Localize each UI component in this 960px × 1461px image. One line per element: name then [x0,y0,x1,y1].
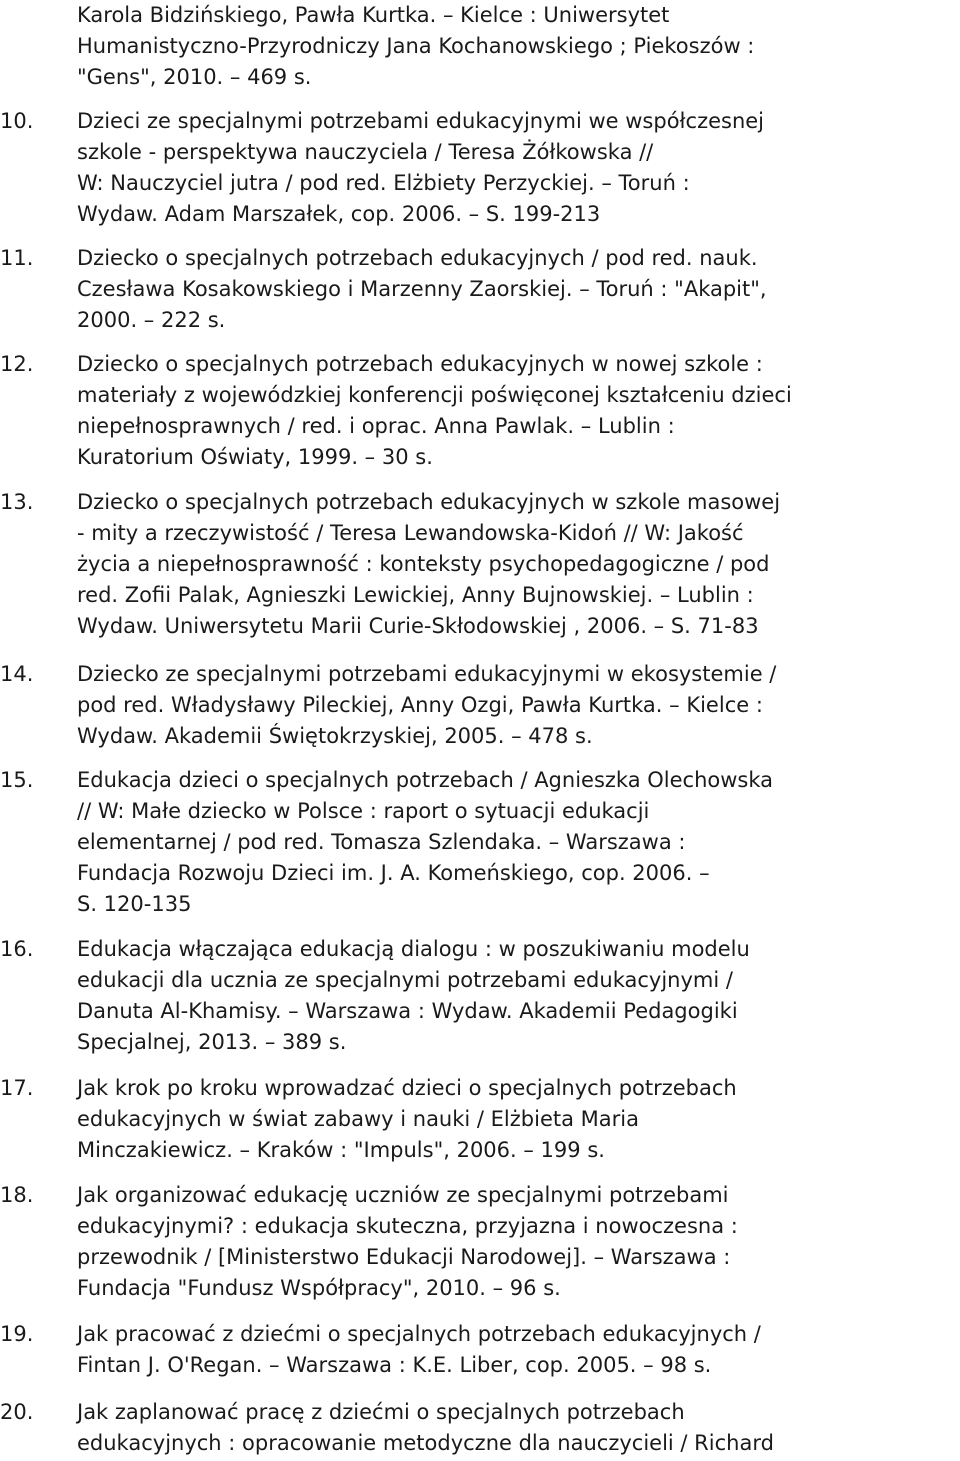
entry-text [77,1319,761,1381]
entry-text [77,243,767,336]
entry-number: 17. [0,1076,34,1100]
entry-line: niepełnosprawnych / red. i oprac. Anna Pawlak. – Lublin : [77,414,675,438]
entry-line: Jak krok po kroku wprowadzać dzieci o specjalnych potrzebach [77,1076,737,1100]
entry-line: - mity a rzeczywistość / Teresa Lewandowska-Kidoń // W: Jakość [77,521,744,545]
entry-text [77,1180,738,1304]
entry-line: Dziecko o specjalnych potrzebach edukacyjnych w nowej szkole : [77,352,763,376]
entry-line: Wydaw. Adam Marszałek, cop. 2006. – S. 199-213 [77,202,601,226]
entry-line: Dziecko o specjalnych potrzebach edukacyjnych / pod red. nauk. [77,246,758,270]
entry-number: 18. [0,1183,34,1207]
entry-line: pod red. Władysławy Pileckiej, Anny Ozgi, Pawła Kurtka. – Kielce : [77,693,763,717]
entry-line: Wydaw. Akademii Świętokrzyskiej, 2005. – 478 s. [77,724,593,748]
entry-number: 16. [0,937,34,961]
entry-number: 11. [0,246,34,270]
entry-text [77,0,754,93]
entry-number: 19. [0,1322,34,1346]
entry-number: 20. [0,1400,34,1424]
entry-line: W: Nauczyciel jutra / pod red. Elżbiety Perzyckiej. – Toruń : [77,171,690,195]
entry-line: red. Zofii Palak, Agnieszki Lewickiej, Anny Bujnowskiej. – Lublin : [77,583,754,607]
entry-line: Edukacja włączająca edukacją dialogu : w poszukiwaniu modelu [77,937,750,961]
entry-line: Edukacja dzieci o specjalnych potrzebach / Agnieszka Olechowska [77,768,774,792]
entry-number: 10. [0,109,34,133]
entry-line: Jak pracować z dziećmi o specjalnych potrzebach edukacyjnych / [77,1322,761,1346]
entry-line: Specjalnej, 2013. – 389 s. [77,1030,347,1054]
entry-line: elementarnej / pod red. Tomasza Szlendaka. – Warszawa : [77,830,686,854]
entry-line: Dzieci ze specjalnymi potrzebami edukacyjnymi we współczesnej [77,109,765,133]
entry-line: życia a niepełnosprawność : konteksty psychopedagogiczne / pod [77,552,770,576]
entry-text [77,106,764,230]
entry-line: "Gens", 2010. – 469 s. [77,65,312,89]
entry-text [77,1073,737,1166]
entry-line: Fundacja "Fundusz Współpracy", 2010. – 96 s. [77,1276,561,1300]
entry-line: Minczakiewicz. – Kraków : "Impuls", 2006. – 199 s. [77,1138,605,1162]
entry-line: Fundacja Rozwoju Dzieci im. J. A. Komeńskiego, cop. 2006. – [77,861,710,885]
entry-line: szkole - perspektywa nauczyciela / Teresa Żółkowska // [77,140,654,164]
entry-line: S. 120-135 [77,892,192,916]
entry-text [77,934,750,1058]
entry-text [77,349,792,473]
entry-number: 12. [0,352,34,376]
entry-number: 14. [0,662,34,686]
entry-line: Karola Bidzińskiego, Pawła Kurtka. – Kielce : Uniwersytet [77,3,670,27]
entry-number: 15. [0,768,34,792]
entry-line: materiały z wojewódzkiej konferencji poświęconej kształceniu dzieci [77,383,792,407]
entry-line: Fintan J. O'Regan. – Warszawa : K.E. Liber, cop. 2005. – 98 s. [77,1353,712,1377]
entry-text [77,487,780,642]
entry-line: Jak zaplanować pracę z dziećmi o specjalnych potrzebach [77,1400,685,1424]
entry-text [77,765,773,920]
entry-line: Humanistyczno-Przyrodniczy Jana Kochanowskiego ; Piekoszów : [77,34,755,58]
entry-line: Czesława Kosakowskiego i Marzenny Zaorskiej. – Toruń : "Akapit", [77,277,767,301]
entry-line: Wydaw. Uniwersytetu Marii Curie-Skłodowskiej , 2006. – S. 71-83 [77,614,759,638]
entry-line: edukacyjnych : opracowanie metodyczne dla nauczycieli / Richard [77,1431,774,1455]
entry-line: // W: Małe dziecko w Polsce : raport o sytuacji edukacji [77,799,650,823]
entry-number: 13. [0,490,34,514]
entry-line: Dziecko ze specjalnymi potrzebami edukacyjnymi w ekosystemie / [77,662,777,686]
entry-line: edukacyjnymi? : edukacja skuteczna, przyjazna i nowoczesna : [77,1214,738,1238]
entry-line: Kuratorium Oświaty, 1999. – 30 s. [77,445,433,469]
entry-line: przewodnik / [Ministerstwo Edukacji Narodowej]. – Warszawa : [77,1245,731,1269]
entry-line: 2000. – 222 s. [77,308,226,332]
entry-line: edukacyjnych w świat zabawy i nauki / Elżbieta Maria [77,1107,639,1131]
entry-text [77,659,776,752]
entry-line: Dziecko o specjalnych potrzebach edukacyjnych w szkole masowej [77,490,781,514]
entry-line: edukacji dla ucznia ze specjalnymi potrzebami edukacyjnymi / [77,968,733,992]
entry-line: Danuta Al-Khamisy. – Warszawa : Wydaw. Akademii Pedagogiki [77,999,738,1023]
entry-line: Jak organizować edukację uczniów ze specjalnymi potrzebami [77,1183,729,1207]
entry-text [77,1397,774,1459]
